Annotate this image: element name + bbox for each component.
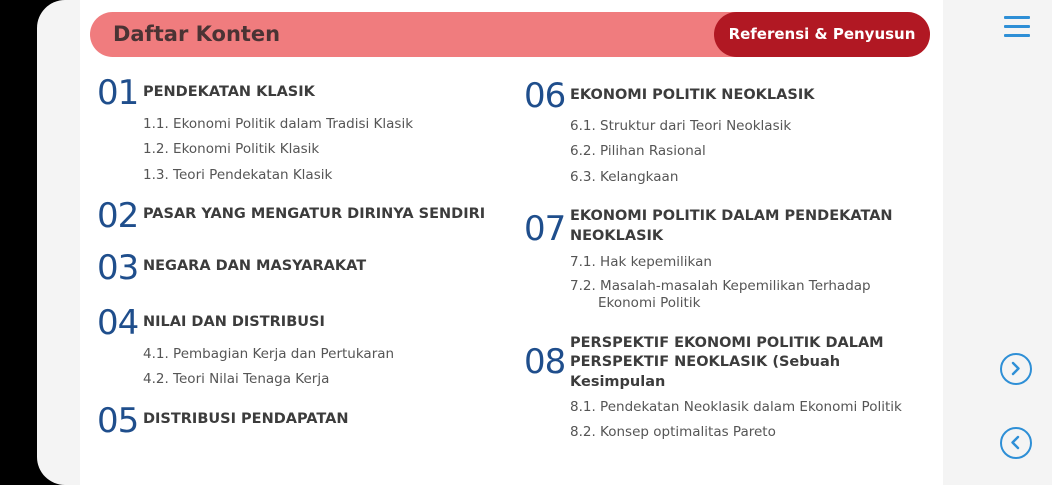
subitem-8-2[interactable]: 8.2. Konsep optimalitas Pareto [570, 424, 776, 440]
subitem-8-1[interactable]: 8.1. Pendekatan Neoklasik dalam Ekonomi Politik [570, 399, 902, 415]
entry-number: 08 [524, 342, 566, 382]
subitem-6-2[interactable]: 6.2. Pilihan Rasional [570, 143, 706, 159]
subitem-6-3[interactable]: 6.3. Kelangkaan [570, 169, 679, 185]
entry-number: 04 [97, 303, 139, 343]
entry-title[interactable]: EKONOMI POLITIK NEOKLASIK [570, 87, 815, 103]
subitem-1-1[interactable]: 1.1. Ekonomi Politik dalam Tradisi Klasik [143, 116, 414, 132]
entry-title-line-3[interactable]: Kesimpulan [570, 374, 666, 390]
hamburger-menu-icon[interactable] [1004, 16, 1030, 38]
entry-title-line-2[interactable]: PERSPEKTIF NEOKLASIK (Sebuah [570, 354, 841, 370]
entry-title-line-1[interactable]: PERSPEKTIF EKONOMI POLITIK DALAM [570, 335, 884, 351]
subitem-1-3[interactable]: 1.3. Teori Pendekatan Klasik [143, 167, 333, 183]
subitem-6-1[interactable]: 6.1. Struktur dari Teori Neoklasik [570, 118, 792, 134]
entry-number: 02 [97, 196, 139, 236]
entry-number: 07 [524, 209, 566, 249]
entry-number: 03 [97, 248, 139, 288]
subitem-7-2-cont[interactable]: Ekonomi Politik [598, 295, 701, 311]
subitem-7-1[interactable]: 7.1. Hak kepemilikan [570, 254, 712, 270]
chevron-left-circle-icon[interactable] [1000, 427, 1032, 459]
entry-title-line-2[interactable]: NEOKLASIK [570, 228, 664, 244]
subitem-7-2[interactable]: 7.2. Masalah-masalah Kepemilikan Terhadap [570, 278, 871, 294]
entry-title[interactable]: PENDEKATAN KLASIK [143, 84, 315, 100]
entry-title[interactable]: NEGARA DAN MASYARAKAT [143, 258, 367, 274]
page-title: Daftar Konten [113, 22, 281, 46]
entry-title-line-1[interactable]: EKONOMI POLITIK DALAM PENDEKATAN [570, 208, 893, 224]
subitem-4-1[interactable]: 4.1. Pembagian Kerja dan Pertukaran [143, 346, 395, 362]
entry-number: 05 [97, 401, 139, 441]
content-header [90, 12, 930, 57]
entry-title[interactable]: PASAR YANG MENGATUR DIRINYA SENDIRI [143, 206, 486, 222]
entry-number: 06 [524, 76, 566, 116]
chevron-right-circle-icon[interactable] [1000, 353, 1032, 385]
references-button[interactable]: Referensi & Penyusun [714, 12, 930, 57]
subitem-4-2[interactable]: 4.2. Teori Nilai Tenaga Kerja [143, 371, 330, 387]
entry-title[interactable]: NILAI DAN DISTRIBUSI [143, 314, 325, 330]
subitem-1-2[interactable]: 1.2. Ekonomi Politik Klasik [143, 141, 320, 157]
entry-number: 01 [97, 73, 139, 113]
entry-title[interactable]: DISTRIBUSI PENDAPATAN [143, 411, 349, 427]
